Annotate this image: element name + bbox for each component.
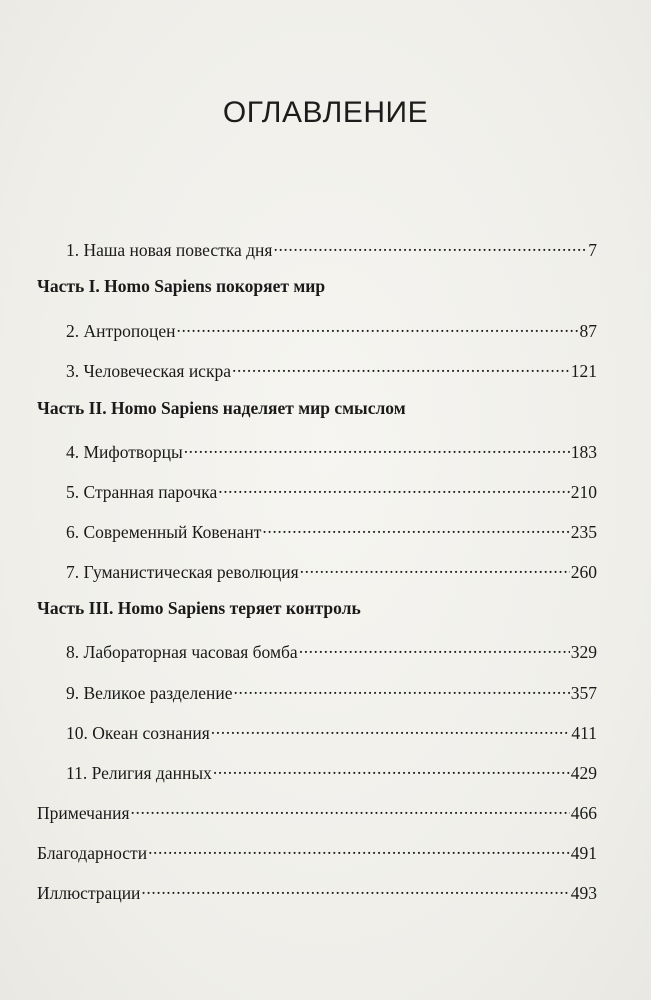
toc-entry-page: 87 [579,321,597,341]
toc-entry [66,556,597,582]
toc-entry [66,234,597,260]
toc-entry [66,757,597,783]
leader-dots [262,516,569,538]
toc-entry-page: 121 [570,361,597,381]
leader-dots [211,717,571,739]
leader-dots [184,436,570,458]
toc-entry-page: 7 [588,240,597,260]
leader-dots [273,234,587,256]
leader-dots [299,636,570,658]
toc-entry [37,797,597,823]
toc-entry-title: 3. Человеческая искра [66,361,231,381]
toc-entry [66,315,597,341]
toc-entry-title: 7. Гуманистическая революция [66,562,299,582]
toc-entry [66,636,597,662]
toc-entry-page: 183 [570,442,597,462]
toc-entry-title: Иллюстрации [37,883,141,903]
toc-entry [66,355,597,381]
leader-dots [213,757,570,779]
part-heading: Часть I. Homo Sapiens покоряет мир [37,276,326,296]
toc-entry-page: 357 [570,683,597,703]
toc-entry [37,877,597,903]
leader-dots [131,797,570,819]
leader-dots [232,355,570,377]
leader-dots [234,677,570,699]
toc-entry-title: 8. Лабораторная часовая бомба [66,642,298,662]
leader-dots [176,315,578,337]
toc-entry [66,717,597,743]
toc-entry [66,677,597,703]
toc-entry-page: 411 [571,723,597,743]
toc-entry-title: 9. Великое разделение [66,683,233,703]
part-heading: Часть II. Homo Sapiens наделяет мир смыслом [37,398,406,418]
toc-entry-title: 6. Современный Ковенант [66,522,262,542]
toc-entry [37,837,597,863]
toc-entry-title: 11. Религия данных [66,763,212,783]
toc-entry-page: 429 [570,763,597,783]
toc-entry-title: 1. Наша новая повестка дня [66,240,273,260]
toc-entry-page: 493 [570,883,597,903]
part-heading: Часть III. Homo Sapiens теряет контроль [37,598,361,618]
toc-entry-title: Примечания [37,803,130,823]
toc-entry-title: Благодарности [37,843,148,863]
toc-entry-page: 210 [570,482,597,502]
toc-entry-title: 5. Странная парочка [66,482,218,502]
toc-entry-page: 466 [570,803,597,823]
leader-dots [141,877,569,899]
leader-dots [218,476,570,498]
toc-entry-page: 329 [570,642,597,662]
leader-dots [148,837,570,859]
toc-entry-page: 235 [570,522,597,542]
toc-entry-title: 10. Океан сознания [66,723,210,743]
toc-entry [66,476,597,502]
toc-entry-page: 260 [570,562,597,582]
toc-entry [66,516,597,542]
page-title: ОГЛАВЛЕНИЕ [222,96,429,129]
toc-entry-title: 4. Мифотворцы [66,442,183,462]
leader-dots [300,556,570,578]
toc-entry-title: 2. Антропоцен [66,321,176,341]
toc-entry-page: 491 [570,843,597,863]
toc-entry [66,436,597,462]
